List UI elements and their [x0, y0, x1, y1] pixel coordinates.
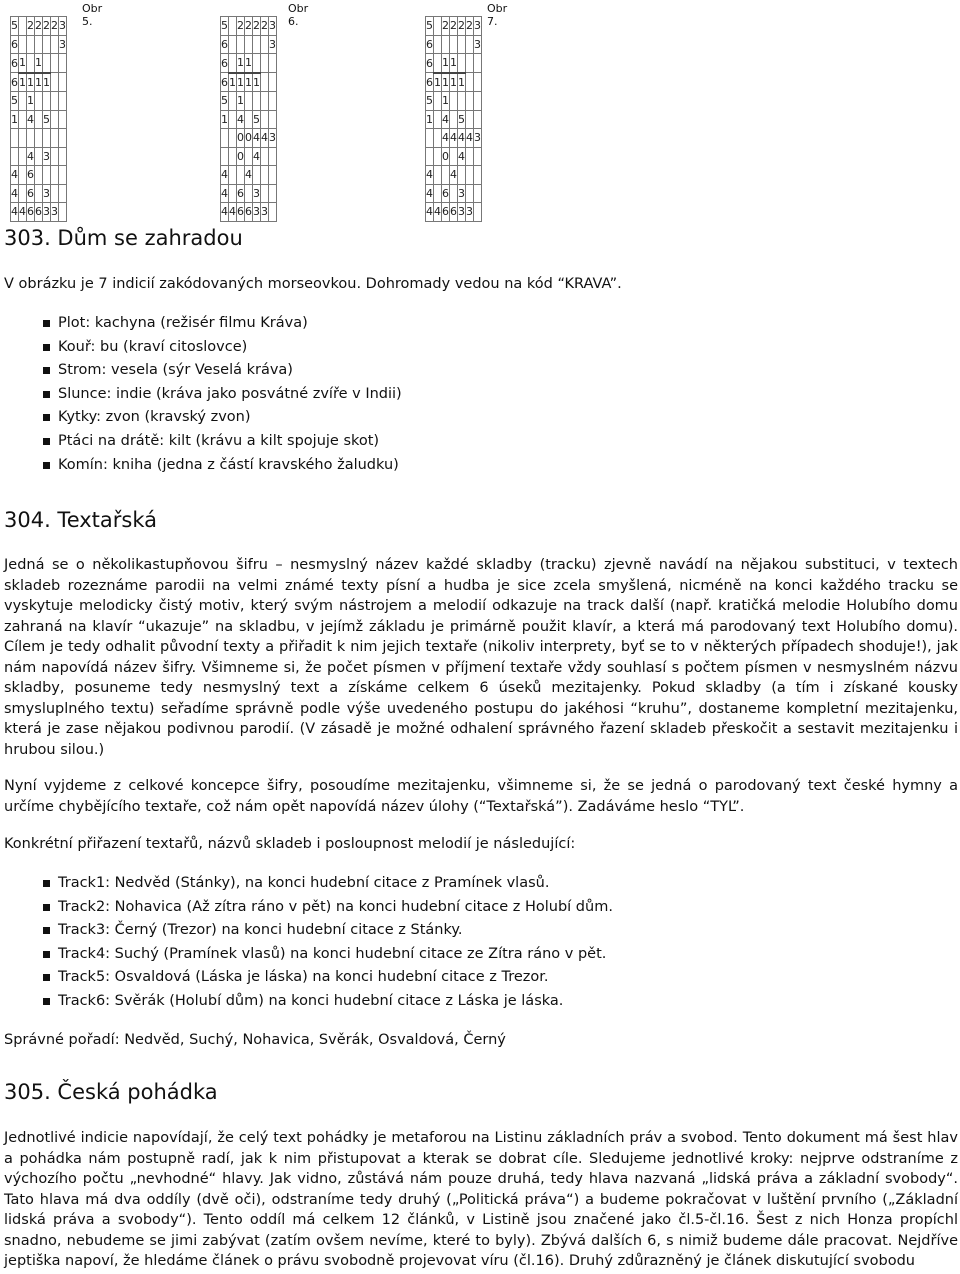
grid-cell: 4: [11, 203, 19, 222]
grid-cell: [261, 184, 269, 203]
grid-cell: 6: [11, 73, 19, 92]
grid-cell: 1: [229, 73, 237, 92]
grid-cell: [261, 92, 269, 111]
grid-cell: 4: [442, 110, 450, 129]
grid-cell: 1: [253, 73, 261, 92]
grid-cell: [27, 35, 35, 54]
grid-cell: [35, 129, 43, 148]
grid-cell: [450, 92, 458, 111]
paragraph-305-1: Jednotlivé indicie napovídají, že celý text pohádky je metaforou na Listinu základních práv a svobod. Tento dokument má šest hlav a pohádka nám postupně radí, jak k nim přistupovat a kterak se dobrat cíle. Sledujeme jednotlivé kroky: nejprve odstraníme z výchozího počtu „nevhodné“ hlavy. Jak vidno, zůstává nám pouze druhá, tedy hlava nazvaná „lidská práva a základní svobody“. Tato hlava má dva oddíly (dvě oči), odstraníme tedy druhý („Politická práva“) a budeme pokračovat v luštění prvního („Základní lidská práva a svobody“). Tento oddíl má celkem 12 článků, v Listině jsou značené jako čl.5-čl.16. Šest z nich Honza propíchl snadno, nebudeme se jimi zabývat (zatím ovšem nevíme, které to byly). Zbývá dalších 6, s nimiž budeme dále pracovat. Nejdříve jeptiška napoví, že hledáme článek o právu svobodně projevovat víru (čl.16). Druhý zdůrazněný je článek diskutující svobodu: [4, 1130, 958, 1269]
grid-cell: 1: [442, 54, 450, 73]
grid-cell: [51, 73, 59, 92]
grid-cell: [261, 110, 269, 129]
grid-cell: [11, 129, 19, 148]
grid-cell: [245, 184, 253, 203]
grid-cell: [474, 203, 482, 222]
grid-cell: [434, 166, 442, 185]
grid-cell: 3: [458, 184, 466, 203]
grid-cell: [474, 73, 482, 92]
list-item-text: Track3: Černý (Trezor) na konci hudební citace z Stánky.: [58, 922, 463, 939]
grid-cell: [51, 147, 59, 166]
grid-cell: [426, 129, 434, 148]
list-item: [58, 383, 402, 407]
grid-cell: [434, 184, 442, 203]
grid-cell: 1: [245, 73, 253, 92]
grid-cell: [229, 17, 237, 36]
grid-cell: 6: [237, 203, 245, 222]
list-item: [58, 406, 402, 430]
grid-cell: [474, 92, 482, 111]
grid-cell: [43, 35, 51, 54]
grid-cell: [19, 110, 27, 129]
grid-cell: [19, 35, 27, 54]
grid-cell: [19, 129, 27, 148]
grid-cell: [269, 92, 277, 111]
grid-cell: [35, 92, 43, 111]
grid-cell: 4: [458, 147, 466, 166]
grid-cell: 3: [253, 203, 261, 222]
grid-cell: [261, 166, 269, 185]
figure-title: Obr 6.: [288, 2, 309, 28]
grid-cell: [19, 184, 27, 203]
grid-cell: [43, 166, 51, 185]
grid-cell: [269, 184, 277, 203]
grid-cell: [245, 35, 253, 54]
grid-cell: 2: [466, 17, 474, 36]
list-item: [58, 966, 613, 990]
grid-cell: [458, 54, 466, 73]
square-bullet-icon: [43, 880, 50, 887]
square-bullet-icon: [43, 974, 50, 981]
grid-cell: 5: [11, 92, 19, 111]
list-item: [58, 943, 613, 967]
heading-303: 303. Dům se zahradou: [4, 226, 243, 250]
grid-cell: 4: [237, 110, 245, 129]
grid-cell: 1: [245, 54, 253, 73]
grid-cell: [434, 35, 442, 54]
grid-cell: 6: [426, 35, 434, 54]
grid-cell: 6: [221, 54, 229, 73]
grid-cell: 1: [11, 110, 19, 129]
grid-cell: 4: [11, 166, 19, 185]
square-bullet-icon: [43, 904, 50, 911]
square-bullet-icon: [43, 320, 50, 327]
morse-grid: [10, 16, 67, 222]
grid-cell: 6: [442, 184, 450, 203]
grid-cell: 3: [43, 184, 51, 203]
grid-cell: [229, 129, 237, 148]
grid-cell: 5: [221, 92, 229, 111]
grid-cell: [245, 110, 253, 129]
grid-cell: 1: [237, 54, 245, 73]
grid-cell: [253, 92, 261, 111]
list-item-text: Track5: Osvaldová (Láska je láska) na konci hudební citace z Trezor.: [58, 969, 549, 986]
grid-cell: [466, 110, 474, 129]
grid-cell: 4: [221, 184, 229, 203]
grid-cell: 3: [51, 203, 59, 222]
figure-title: Obr 5.: [82, 2, 103, 28]
grid-cell: [261, 54, 269, 73]
list-item: [58, 336, 402, 360]
grid-cell: 4: [426, 184, 434, 203]
grid-cell: 4: [442, 129, 450, 148]
grid-cell: [43, 54, 51, 73]
grid-cell: 5: [426, 17, 434, 36]
grid-cell: [450, 35, 458, 54]
grid-cell: 6: [35, 203, 43, 222]
grid-cell: [221, 147, 229, 166]
grid-cell: 3: [474, 129, 482, 148]
grid-cell: [229, 147, 237, 166]
grid-cell: [51, 166, 59, 185]
list-item-text: Track1: Nedvěd (Stánky), na konci hudební citace z Pramínek vlasů.: [58, 875, 550, 891]
grid-cell: [59, 166, 67, 185]
figures-strip: [0, 0, 960, 219]
grid-cell: 3: [269, 17, 277, 36]
grid-cell: 6: [27, 166, 35, 185]
grid-cell: 2: [43, 17, 51, 36]
square-bullet-icon: [43, 391, 50, 398]
paragraph-304-1: Jedná se o několikastupňovou šifru – nesmyslný název každé skladby (tracku) zjevně navádí na nějakou substituci, v textech skladeb rozeznáme parodii na velmi známé texty písní a hudba je sice zcela smyšlená, nicméně na konci každého tracku se vyskytuje melodicky čistý motiv, který svým nástrojem a melodií odkazuje na track další (např. kratičká melodie Holubího domu zahraná na klavír “ukazuje” na skladbu, v jejímž základu je primárně použit klavír, a která má parodovaný text Holubího domu). Cílem je tedy odhalit původní texty a přiřadit k nim jejich textaře (nikoliv interprety, byť se to v některých případech shoduje!), jak nám napovídá název šifry. Všimneme si, že počet písmen v příjmení textaře vždy souhlasí s počtem písmen v nesmyslném názvu skladby, posuneme tedy nesmyslný text a získáme celkem 6 úseků mezitajenky. Pokud skladby (a tím i získané kousky smysluplného textu) seřadíme správně podle výše uvedeného postupu do jakéhosi “kruhu”, dostaneme kompletní mezitajenku, která je zase nějakou podivnou parodií. (V zásadě je možné odhalení správného řazení skladeb přeskočit a sestavit mezitajenku i hrubou silou.): [4, 557, 958, 758]
grid-cell: [35, 166, 43, 185]
grid-cell: [59, 184, 67, 203]
grid-cell: 4: [253, 129, 261, 148]
grid-cell: 4: [27, 147, 35, 166]
grid-cell: 0: [237, 129, 245, 148]
list-item: [58, 872, 613, 896]
grid-cell: 1: [450, 54, 458, 73]
grid-cell: 4: [426, 203, 434, 222]
grid-cell: [434, 54, 442, 73]
grid-cell: [269, 166, 277, 185]
list-item: [58, 990, 613, 1014]
grid-cell: [466, 166, 474, 185]
grid-cell: 1: [221, 110, 229, 129]
grid-cell: 4: [426, 166, 434, 185]
grid-cell: [474, 147, 482, 166]
grid-cell: [229, 110, 237, 129]
list-item-text: Kytky: zvon (kravský zvon): [58, 409, 251, 426]
grid-cell: [237, 35, 245, 54]
grid-cell: [27, 129, 35, 148]
order-304: Správné pořadí: Nedvěd, Suchý, Nohavica, Svěrák, Osvaldová, Černý: [4, 1032, 506, 1048]
grid-cell: 6: [237, 184, 245, 203]
grid-cell: 4: [450, 129, 458, 148]
grid-cell: 2: [51, 17, 59, 36]
grid-cell: 2: [237, 17, 245, 36]
grid-cell: [269, 203, 277, 222]
list-item-text: Track4: Suchý (Pramínek vlasů) na konci hudební citace ze Zítra ráno v pět.: [58, 945, 607, 962]
grid-cell: 6: [221, 35, 229, 54]
grid-cell: [434, 147, 442, 166]
grid-cell: 0: [442, 147, 450, 166]
grid-cell: 4: [434, 203, 442, 222]
grid-cell: 2: [253, 17, 261, 36]
grid-cell: [434, 92, 442, 111]
grid-cell: 1: [43, 73, 51, 92]
grid-cell: 1: [19, 54, 27, 73]
clue-list-303: [58, 312, 402, 477]
grid-cell: 4: [458, 129, 466, 148]
grid-cell: 2: [450, 17, 458, 36]
grid-cell: 3: [43, 203, 51, 222]
grid-cell: 2: [261, 17, 269, 36]
grid-cell: [261, 147, 269, 166]
grid-cell: [269, 147, 277, 166]
grid-cell: 3: [253, 184, 261, 203]
grid-cell: 3: [474, 35, 482, 54]
grid-cell: 3: [269, 35, 277, 54]
grid-cell: [261, 35, 269, 54]
grid-cell: [450, 147, 458, 166]
list-item: [58, 919, 613, 943]
grid-cell: [245, 147, 253, 166]
square-bullet-icon: [43, 344, 50, 351]
grid-cell: 1: [237, 92, 245, 111]
grid-cell: 5: [221, 17, 229, 36]
grid-cell: 4: [221, 203, 229, 222]
grid-cell: [474, 166, 482, 185]
grid-cell: [253, 35, 261, 54]
grid-cell: [11, 147, 19, 166]
grid-cell: [19, 17, 27, 36]
grid-cell: 3: [59, 17, 67, 36]
grid-cell: [51, 129, 59, 148]
grid-cell: [35, 184, 43, 203]
grid-cell: [229, 184, 237, 203]
grid-cell: 2: [27, 17, 35, 36]
grid-cell: 6: [27, 203, 35, 222]
grid-cell: 4: [261, 129, 269, 148]
track-list-304: [58, 872, 613, 1014]
grid-cell: 3: [43, 147, 51, 166]
grid-cell: [59, 110, 67, 129]
grid-cell: 0: [245, 129, 253, 148]
grid-cell: [442, 35, 450, 54]
grid-cell: [474, 184, 482, 203]
grid-cell: [229, 35, 237, 54]
grid-cell: [466, 184, 474, 203]
grid-cell: [450, 110, 458, 129]
grid-cell: [19, 147, 27, 166]
grid-cell: [237, 166, 245, 185]
grid-cell: [466, 73, 474, 92]
grid-cell: 4: [253, 147, 261, 166]
heading-305: 305. Česká pohádka: [4, 1080, 218, 1104]
list-item-text: Track6: Svěrák (Holubí dům) na konci hudební citace z Láska je láska.: [58, 992, 564, 1009]
grid-cell: [59, 147, 67, 166]
list-item-text: Track2: Nohavica (Až zítra ráno v pět) na konci hudební citace z Holubí dům.: [58, 898, 613, 915]
grid-cell: 1: [27, 92, 35, 111]
grid-cell: [19, 166, 27, 185]
grid-cell: [59, 92, 67, 111]
grid-cell: [466, 92, 474, 111]
grid-cell: [458, 166, 466, 185]
grid-cell: [51, 184, 59, 203]
morse-grid: [425, 16, 482, 222]
list-item-text: Ptáci na drátě: kilt (krávu a kilt spojuje skot): [58, 432, 380, 449]
grid-cell: [442, 166, 450, 185]
grid-cell: [51, 54, 59, 73]
grid-cell: [229, 92, 237, 111]
grid-cell: [474, 54, 482, 73]
grid-cell: 6: [442, 203, 450, 222]
heading-304: 304. Textařská: [4, 508, 158, 532]
square-bullet-icon: [43, 462, 50, 469]
square-bullet-icon: [43, 367, 50, 374]
grid-cell: [245, 92, 253, 111]
grid-cell: [474, 110, 482, 129]
list-item-text: Slunce: indie (kráva jako posvátné zvíře v Indii): [58, 385, 402, 402]
grid-cell: [229, 54, 237, 73]
list-item-text: Strom: vesela (sýr Veselá kráva): [58, 362, 293, 379]
grid-cell: 1: [450, 73, 458, 92]
grid-cell: [43, 92, 51, 111]
paragraph-304-3: Konkrétní přiřazení textařů, názvů skladeb i posloupnost melodií je následující:: [4, 836, 576, 852]
grid-cell: [43, 129, 51, 148]
grid-cell: [458, 92, 466, 111]
grid-cell: 4: [245, 166, 253, 185]
grid-cell: 6: [245, 203, 253, 222]
grid-cell: [434, 17, 442, 36]
grid-cell: 4: [11, 184, 19, 203]
grid-cell: [253, 54, 261, 73]
grid-cell: [434, 129, 442, 148]
grid-cell: [426, 147, 434, 166]
list-item: [58, 359, 402, 383]
grid-cell: [450, 184, 458, 203]
grid-cell: [51, 92, 59, 111]
grid-cell: [59, 54, 67, 73]
intro-303: V obrázku je 7 indicií zakódovaných morseovkou. Dohromady vedou na kód “KRAVA”.: [4, 276, 622, 292]
grid-cell: [466, 35, 474, 54]
grid-cell: [458, 35, 466, 54]
grid-cell: [269, 73, 277, 92]
grid-cell: 3: [59, 35, 67, 54]
grid-cell: [253, 166, 261, 185]
grid-cell: 1: [19, 73, 27, 92]
list-item: [58, 430, 402, 454]
figure-title: Obr 7.: [487, 2, 508, 28]
grid-cell: 6: [27, 184, 35, 203]
grid-cell: 3: [261, 203, 269, 222]
square-bullet-icon: [43, 414, 50, 421]
grid-cell: [59, 73, 67, 92]
grid-cell: 4: [221, 166, 229, 185]
grid-cell: [51, 110, 59, 129]
grid-cell: 5: [43, 110, 51, 129]
grid-cell: 6: [426, 73, 434, 92]
grid-cell: 1: [442, 73, 450, 92]
grid-cell: 0: [237, 147, 245, 166]
list-item: [58, 896, 613, 920]
square-bullet-icon: [43, 927, 50, 934]
grid-cell: 1: [27, 73, 35, 92]
grid-cell: [19, 92, 27, 111]
grid-cell: 2: [35, 17, 43, 36]
list-item-text: Komín: kniha (jedna z částí kravského žaludku): [58, 456, 399, 473]
grid-cell: 6: [11, 35, 19, 54]
grid-cell: [35, 110, 43, 129]
grid-cell: [434, 110, 442, 129]
paragraph-304-2: Nyní vyjdeme z celkové koncepce šifry, posoudíme mezitajenku, všimneme si, že se jedná o parodovaný text české hymny a určíme chybějícího textaře, což nám opět napovídá název úlohy (“Textařská”). Zadáváme heslo “TYL”.: [4, 778, 958, 815]
grid-cell: 5: [11, 17, 19, 36]
grid-cell: 4: [466, 129, 474, 148]
grid-cell: 1: [458, 73, 466, 92]
grid-cell: 1: [237, 73, 245, 92]
grid-cell: 6: [11, 54, 19, 73]
grid-cell: 2: [245, 17, 253, 36]
grid-cell: [35, 35, 43, 54]
grid-cell: [269, 54, 277, 73]
grid-cell: 3: [466, 203, 474, 222]
grid-cell: 5: [253, 110, 261, 129]
grid-cell: [51, 35, 59, 54]
square-bullet-icon: [43, 998, 50, 1005]
square-bullet-icon: [43, 438, 50, 445]
list-item: [58, 454, 402, 478]
list-item-text: Kouř: bu (kraví citoslovce): [58, 338, 248, 355]
grid-cell: [59, 129, 67, 148]
grid-cell: 2: [458, 17, 466, 36]
grid-cell: 1: [35, 73, 43, 92]
grid-cell: 4: [19, 203, 27, 222]
list-item: [58, 312, 402, 336]
morse-grid: [220, 16, 277, 222]
grid-cell: [221, 129, 229, 148]
grid-cell: 3: [269, 129, 277, 148]
grid-cell: [27, 54, 35, 73]
grid-cell: 1: [442, 92, 450, 111]
square-bullet-icon: [43, 951, 50, 958]
grid-cell: [59, 203, 67, 222]
grid-cell: 6: [221, 73, 229, 92]
grid-cell: 4: [229, 203, 237, 222]
list-item-text: Plot: kachyna (režisér filmu Kráva): [58, 315, 308, 331]
grid-cell: 1: [35, 54, 43, 73]
grid-cell: 2: [442, 17, 450, 36]
grid-cell: [269, 110, 277, 129]
grid-cell: [466, 54, 474, 73]
grid-cell: 3: [458, 203, 466, 222]
grid-cell: 5: [426, 92, 434, 111]
grid-cell: [35, 147, 43, 166]
grid-cell: 4: [27, 110, 35, 129]
grid-cell: 4: [450, 166, 458, 185]
grid-cell: 1: [434, 73, 442, 92]
grid-cell: [261, 73, 269, 92]
grid-cell: 5: [458, 110, 466, 129]
grid-cell: [229, 166, 237, 185]
grid-cell: 6: [450, 203, 458, 222]
grid-cell: [466, 147, 474, 166]
grid-cell: 6: [426, 54, 434, 73]
grid-cell: 1: [426, 110, 434, 129]
grid-cell: 3: [474, 17, 482, 36]
